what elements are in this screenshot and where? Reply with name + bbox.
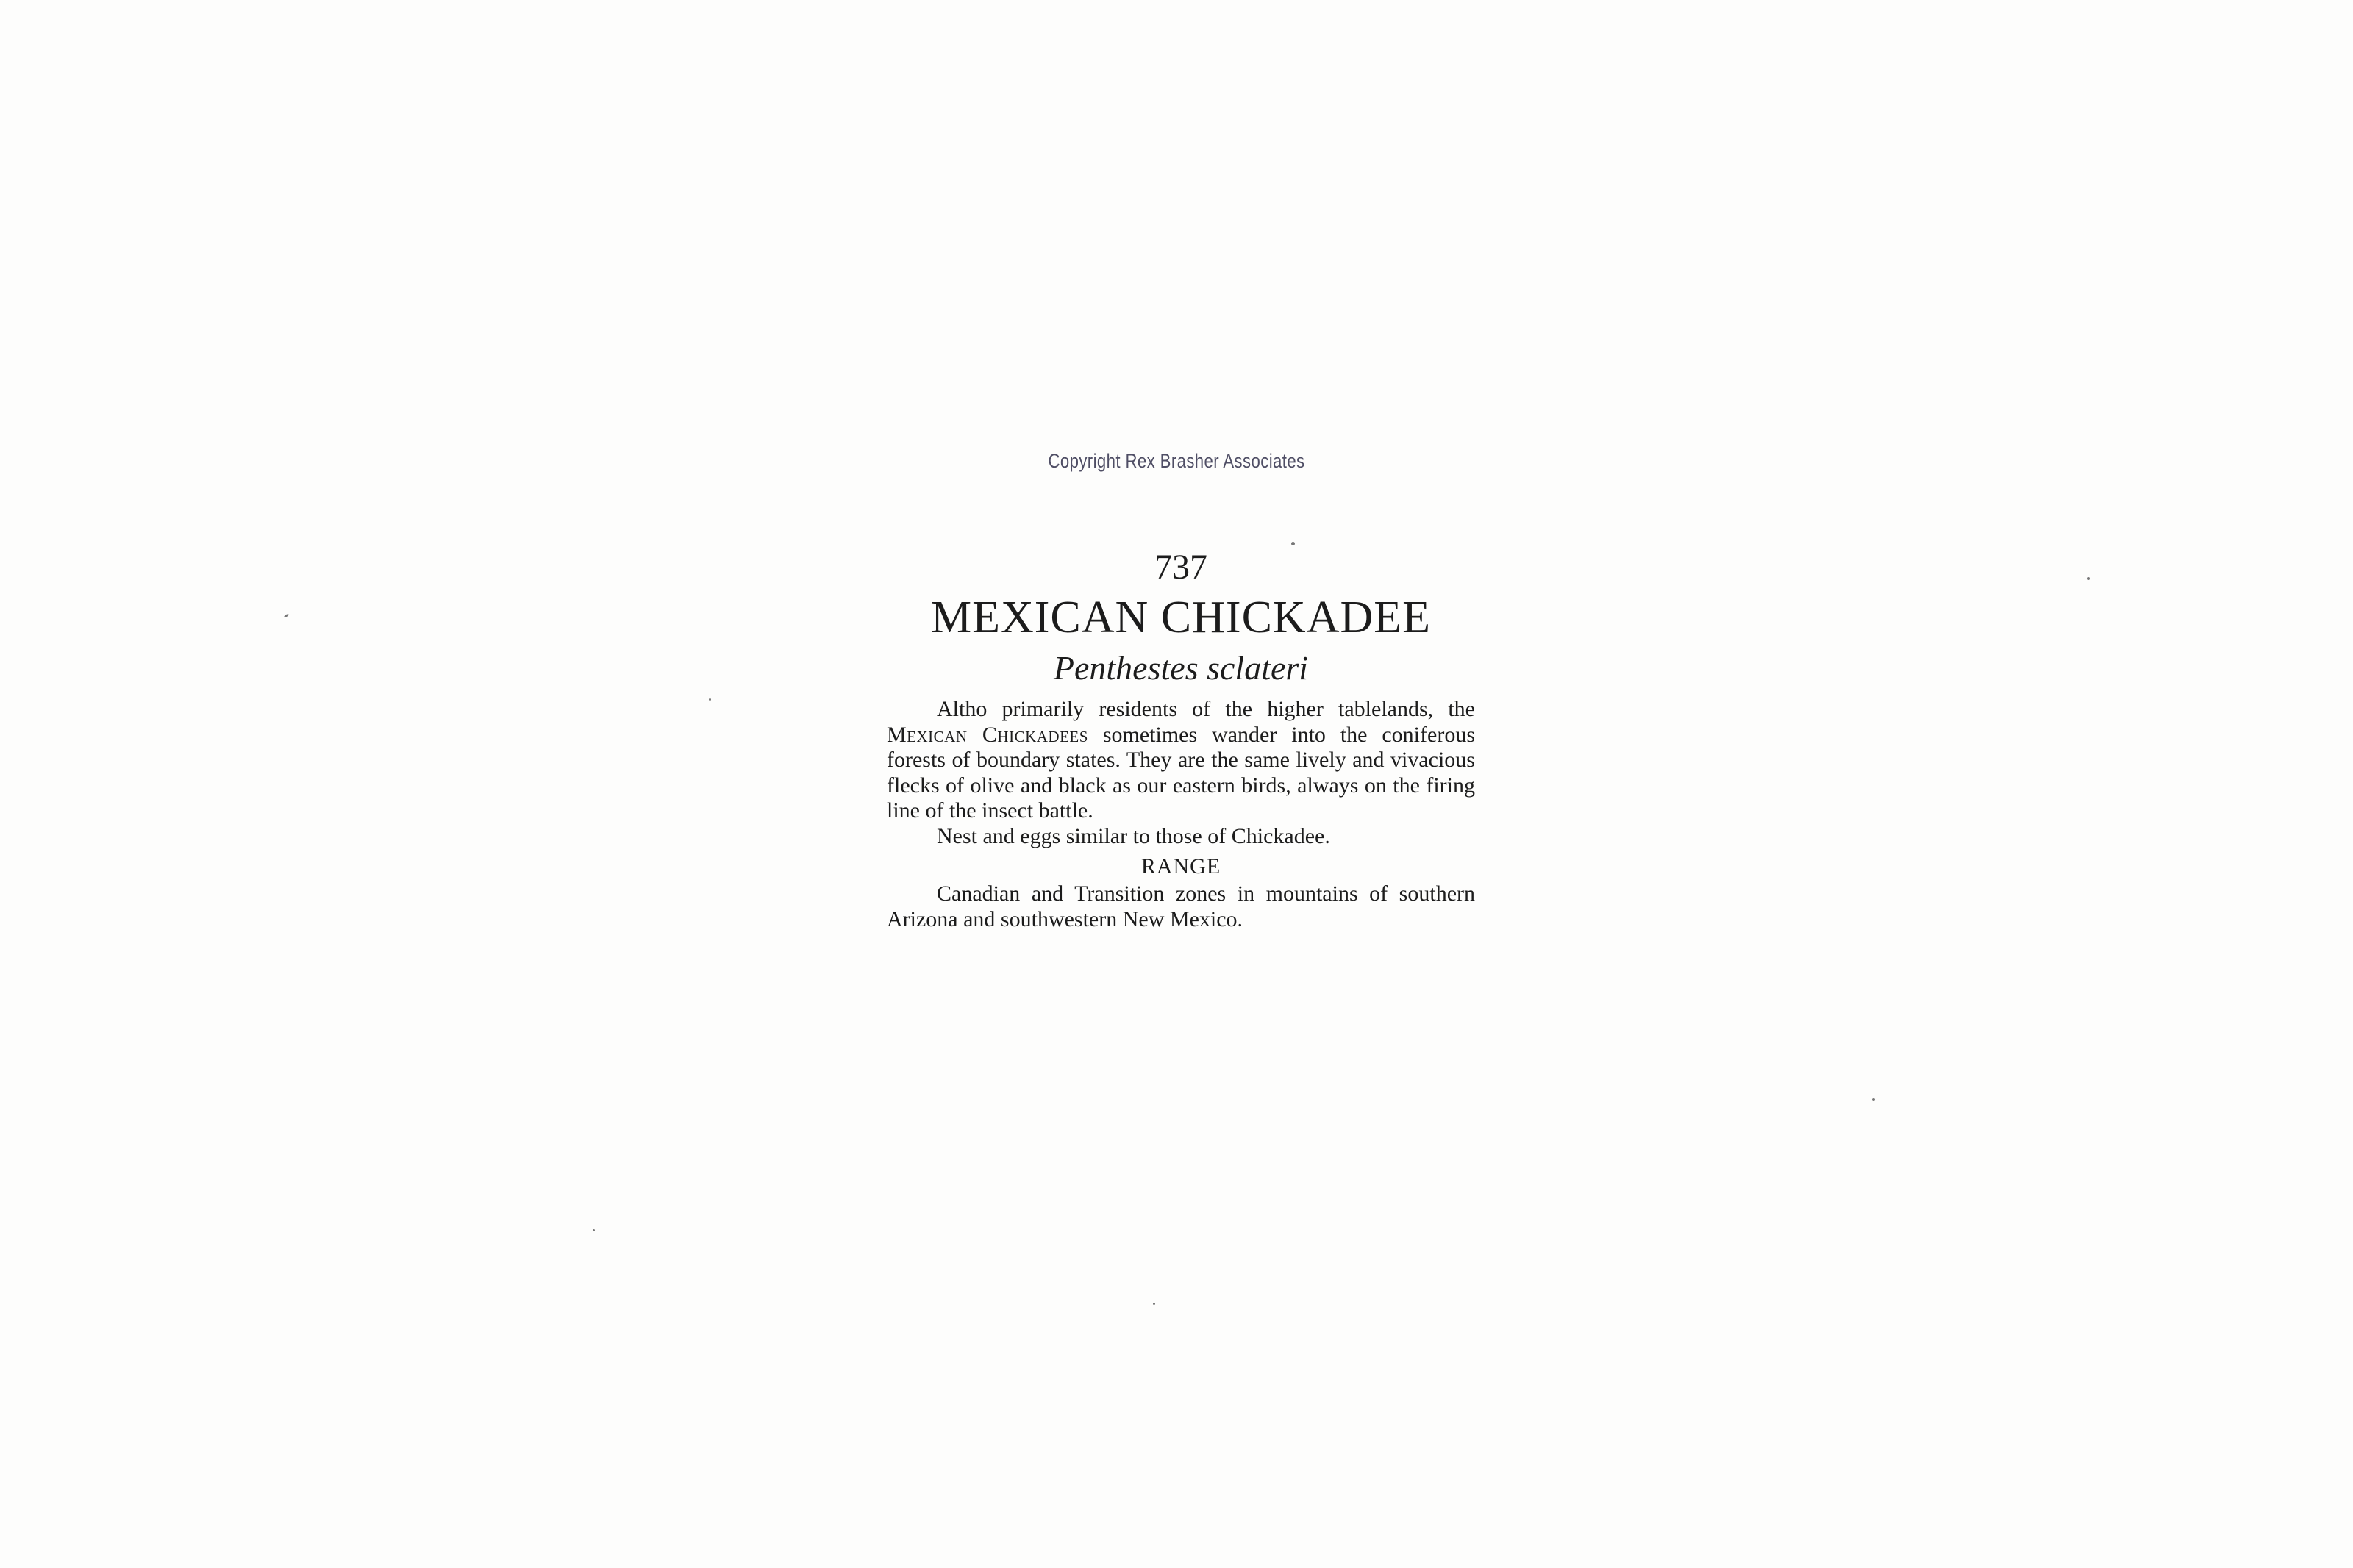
species-entry <box>887 545 1475 932</box>
description-text-end: sometimes wander into the coniferous forests of boundary states. They are the same lively and vivacious flecks of olive and black as our eastern birds, always on the firing line of the insect battle. <box>887 722 1475 823</box>
paper-speck <box>1872 1098 1875 1101</box>
paper-speck <box>709 698 711 701</box>
paper-speck <box>284 613 290 617</box>
copyright-stamp: Copyright Rex Brasher Associates <box>1048 450 1305 472</box>
common-name: MEXICAN CHICKADEE <box>930 593 1432 642</box>
species-smallcaps: Mexican Chickadees <box>887 722 1088 747</box>
paper-speck <box>2087 577 2090 580</box>
description-text-start: Altho primarily residents of the higher tablelands, the <box>937 697 1475 721</box>
description-paragraph <box>887 697 1475 824</box>
range-heading: RANGE <box>1140 854 1221 878</box>
paper-speck <box>593 1229 595 1231</box>
paper-speck <box>1153 1303 1155 1305</box>
plate-number: 737 <box>1154 548 1207 587</box>
scientific-name: Penthestes sclateri <box>1053 649 1309 687</box>
range-paragraph: Canadian and Transition zones in mountains of southern Arizona and southwestern New Mexico. <box>887 881 1475 931</box>
paper-speck <box>1291 542 1295 545</box>
nest-paragraph: Nest and eggs similar to those of Chickadee. <box>937 823 1330 848</box>
